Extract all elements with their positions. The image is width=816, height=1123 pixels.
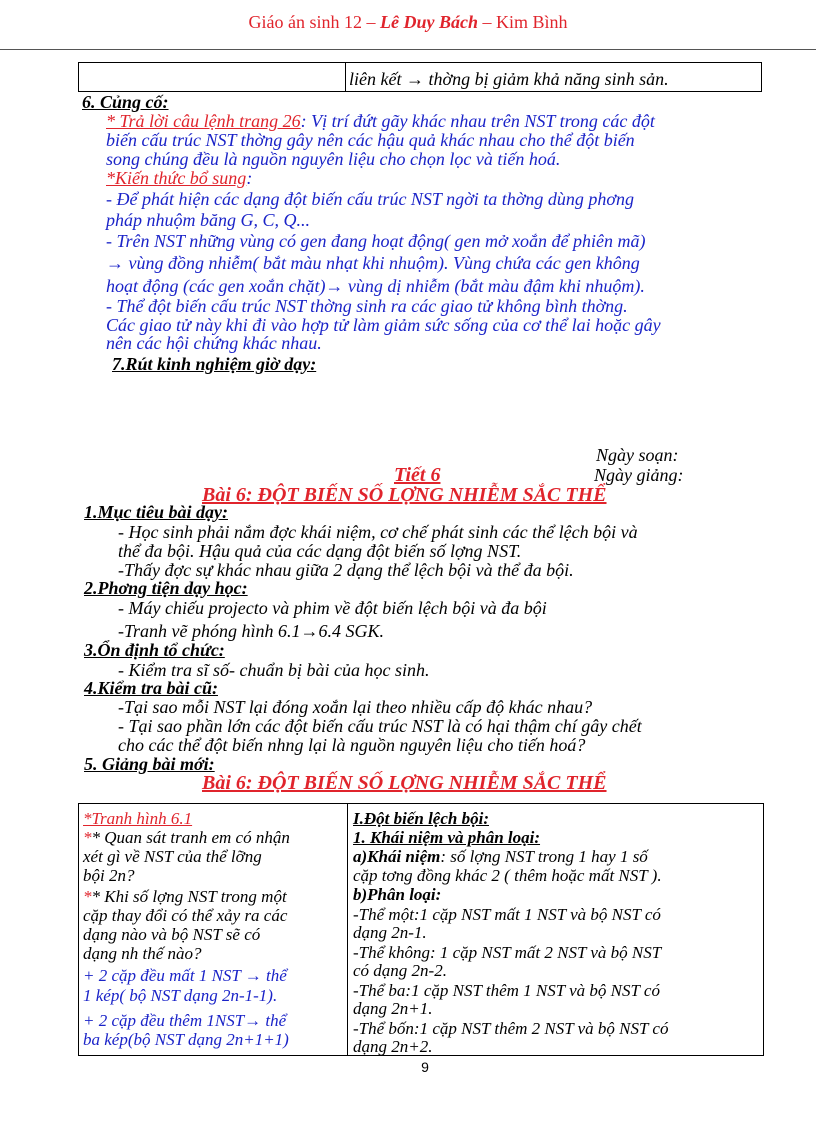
extra-line-4: → vùng đồng nhiễm( bắt màu nhạt khi nhuộm). Vùng chứa các gen không [106,253,640,273]
types-line-2: dạng 2n-1. [353,923,427,942]
lesson-table-divider [347,804,348,1055]
lesson-title: Bài 6: ĐỘT BIẾN SỐ LỢNG NHIỄM SẮC THỂ [202,484,607,506]
new-lesson-title: Bài 6: ĐỘT BIẾN SỐ LỢNG NHIỄM SẮC THỂ [202,772,607,794]
answer-1-line-1: + 2 cặp đều mất 1 NST → thể [83,966,287,985]
answer-2-line-1: + 2 cặp đều thêm 1NST→ thể [83,1011,287,1030]
types-line-6: dạng 2n+1. [353,999,433,1018]
means-line-2: -Tranh vẽ phóng hình 6.1→6.4 SGK. [118,621,385,641]
types-line-4: có dạng 2n-2. [353,961,447,980]
answer-2-line-2: ba kép(bộ NST dạng 2n+1+1) [83,1030,289,1049]
extra-knowledge-label-line [106,168,252,188]
old-lesson-line-2: - Tại sao phần lớn các đột biến cấu trúc NST là có hại thậm chí gây chết [118,716,642,736]
extra-line-8: nên các hội chứng khác nhau. [106,333,322,353]
question-2-star: * [83,887,92,906]
old-lesson-line-1: -Tại sao mỗi NST lại đóng xoắn lại theo nhiều cấp độ khác nhau? [118,697,593,717]
section6-heading: 6. Củng cố: [82,92,169,112]
top-table-divider [345,63,346,91]
question-2-line-4: dạng nh thế nào? [83,944,202,963]
top-table-right-cell: liên kết → thờng bị giảm khả năng sinh sản. [349,69,669,89]
header-author: Lê Duy Bách [379,12,478,32]
extra-line-6: - Thể đột biến cấu trúc NST thờng sinh ra các giao tử không bình thờng. [106,296,628,316]
concept-label: a)Khái niệm [353,847,441,866]
means-line-1: - Máy chiếu projecto và phim về đột biến lệch bội và đa bội [118,598,547,618]
organization-heading: 3.Ổn định tổ chức: [84,640,225,660]
section7-heading: 7.Rút kinh nghiệm giờ dạy: [112,354,317,374]
types-line-5: -Thể ba:1 cặp NST thêm 1 NST và bộ NST có [353,981,660,1000]
page-header [0,12,816,33]
top-table [78,62,762,92]
objectives-line-2: thể đa bội. Hậu quả của các dạng đột biến số lợng NST. [118,541,522,561]
question-2-line-2: cặp thay đổi có thể xảy ra các [83,906,288,925]
objectives-line-1: - Học sinh phải nắm đợc khái niệm, cơ chế phát sinh các thể lệch bội và [118,522,638,542]
header-rule [0,49,816,50]
extra-line-1: - Để phát hiện các dạng đột biến cấu trúc NST ngời ta thờng dùng phơng [106,189,634,209]
types-label: b)Phân loại: [353,885,442,904]
concept-line-1: a)Khái niệm: số lợng NST trong 1 hay 1 số [353,847,648,866]
objectives-heading: 1.Mục tiêu bài dạy: [84,502,228,522]
types-line-7: -Thể bốn:1 cặp NST thêm 2 NST và bộ NST có [353,1019,669,1038]
answer-label: * Trả lời câu lệnh trang 26 [106,111,301,131]
extra-line-7: Các giao tử này khi đi vào hợp tử làm giảm sức sống của cơ thể lai hoặc gây [106,315,661,335]
question-2-line-3: dạng nào và bộ NST sẽ có [83,925,261,944]
question-1-line-1: ** Quan sát tranh em có nhận [83,828,290,847]
lesson-period: Tiết 6 [394,464,441,486]
types-line-1: -Thể một:1 cặp NST mất 1 NST và bộ NST có [353,905,661,924]
concept-line-2: cặp tơng đồng khác 2 ( thêm hoặc mất NST ). [353,866,662,885]
answer-text: : Vị trí đứt gãy khác nhau trên NST trong các đột [300,111,655,131]
question-2-line-1: ** Khi số lợng NST trong một [83,887,287,906]
types-line-8: dạng 2n+2. [353,1037,433,1056]
page-number: 9 [421,1059,429,1075]
section6-answer-line-2: biến cấu trúc NST thờng gây nên các hậu quả khác nhau cho thể đột biến [106,130,635,150]
question-1-star: * [83,828,92,847]
right-heading-1: I.Đột biến lệch bội: [353,809,489,828]
header-prefix: Giáo án sinh 12 – [248,12,380,32]
date-prepared: Ngày soạn: [596,445,679,465]
extra-colon: : [246,168,253,188]
old-lesson-line-3: cho các thể đột biến nhng lại là nguồn nguyên liệu cho tiến hoá? [118,735,586,755]
section6-answer-line-3: song chúng đều là nguồn nguyên liệu cho chọn lọc và tiến hoá. [106,149,561,169]
extra-line-2: pháp nhuộm băng G, C, Q... [106,210,311,230]
question-1-line-2: xét gì về NST của thể lỡng [83,847,262,866]
picture-label: *Tranh hình 6.1 [83,809,193,828]
extra-label: *Kiến thức bổ sung [106,168,247,188]
date-taught: Ngày giảng: [594,465,684,485]
lesson-table [78,803,764,1056]
header-suffix: – Kim Bình [477,12,568,32]
question-1-line-3: bội 2n? [83,866,135,885]
section6-answer-line-1 [106,111,655,131]
answer-1-line-2: 1 kép( bộ NST dạng 2n-1-1). [83,986,278,1005]
objectives-line-3: -Thấy đợc sự khác nhau giữa 2 dạng thể lệch bội và thể đa bội. [118,560,574,580]
right-heading-2: 1. Khái niệm và phân loại: [353,828,541,847]
extra-line-5: hoạt động (các gen xoắn chặt)→ vùng dị nhiễm (bắt màu đậm khi nhuộm). [106,276,645,296]
new-lesson-heading: 5. Giảng bài mới: [84,754,215,774]
organization-line-1: - Kiểm tra sĩ số- chuẩn bị bài của học sinh. [118,660,430,680]
means-heading: 2.Phơng tiện dạy học: [84,578,248,598]
extra-line-3: - Trên NST những vùng có gen đang hoạt động( gen mở xoắn để phiên mã) [106,231,646,251]
old-lesson-heading: 4.Kiểm tra bài cũ: [84,678,218,698]
types-line-3: -Thể không: 1 cặp NST mất 2 NST và bộ NST [353,943,662,962]
